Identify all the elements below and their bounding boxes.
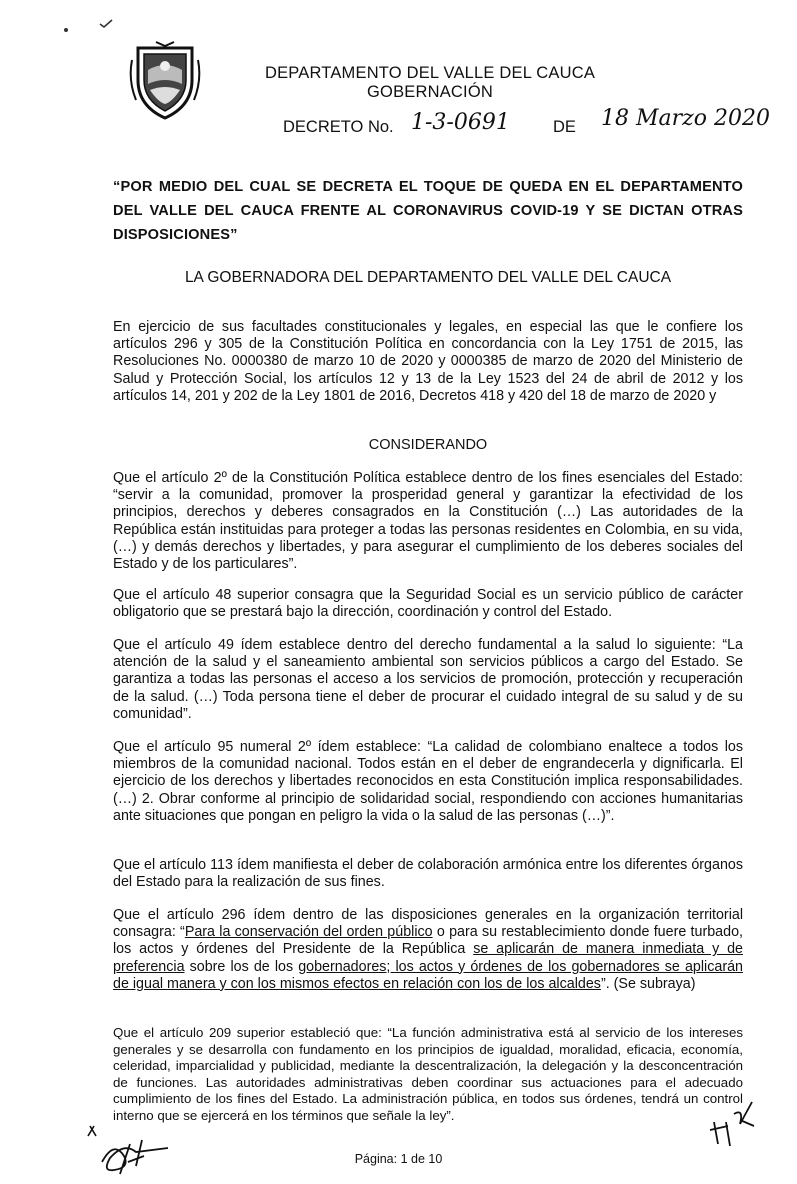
paragraph-article-49: Que el artículo 49 ídem establece dentro del derecho fundamental a la salud lo siguiente: “La atención de la salud y el saneamiento ambiental son servicios públicos a cargo del Estado. Se garantiza a todas las personas el acceso a los servicios de promoción, protección y recuperación de la salud. (…) Toda persona tiene el deber de procurar el cuidado integral de su salud y de su comunidad”. — [113, 637, 743, 722]
p6-underlined-2: se aplicarán de manera inmediata y de preferencia — [113, 941, 743, 975]
governor-heading: LA GOBERNADORA DEL DEPARTAMENTO DEL VALLE DEL CAUCA — [184, 269, 672, 286]
office-name: GOBERNACIÓN — [367, 83, 493, 101]
decree-label: DECRETO No. — [283, 118, 394, 136]
handwritten-initials-icon — [700, 1100, 760, 1150]
p6-text-d: ”. (Se subraya) — [600, 975, 696, 992]
department-name: DEPARTAMENTO DEL VALLE DEL CAUCA — [264, 64, 596, 82]
paragraph-article-2: Que el artículo 2º de la Constitución Política establece dentro de los fines esenciales del Estado: “servir a la comunidad, promover la prosperidad general y garantizar la efectividad de los principios, derechos y deberes consagrados en la Constitución (…) Las autoridades de la República están instituidas para proteger a todas las personas residentes en Colombia, en su vida, (…) y demás derechos y libertades, y para asegurar el cumplimiento de los deberes sociales del Estado y de los particulares”. — [113, 470, 743, 573]
paragraph-article-48: Que el artículo 48 superior consagra que la Seguridad Social es un servicio público de carácter obligatorio que se prestará bajo la dirección, coordinación y control del Estado. — [113, 587, 743, 621]
decree-de-label: DE — [553, 118, 576, 136]
preamble-paragraph: En ejercicio de sus facultades constitucionales y legales, en especial las que le confiere los artículos 296 y 305 de la Constitución Política en concordancia con la Ley 1751 de 2015, las Resoluciones No. 0000380 de marzo 10 de 2020 y 0000385 de marzo de 2020 del Ministerio de Salud y Protección Social, los artículos 12 y 13 de la Ley 1523 del 24 de abril de 2012 y los artículos 14, 201 y 202 de la Ley 1801 de 2016, Decretos 418 y 420 del 18 de marzo de 2020 y — [113, 319, 743, 404]
decree-number: 1-3-0691 — [411, 110, 510, 135]
page-number: Página: 1 de 10 — [354, 1152, 443, 1166]
paragraph-article-296 — [113, 907, 743, 993]
decree-date: 18 Marzo 2020 — [601, 106, 770, 131]
p6-text-b: o para su restablecimiento donde fuere turbado, los actos y órdenes del Presidente de la República — [113, 924, 743, 958]
decree-title: “POR MEDIO DEL CUAL SE DECRETA EL TOQUE DE QUEDA EN EL DEPARTAMENTO DEL VALLE DEL CAUCA FRENTE AL CORONAVIRUS COVID-19 Y SE DICTAN OTRAS DISPOSICIONES” — [113, 179, 743, 243]
scan-mark-icon — [98, 18, 114, 30]
p6-underlined-1: Para la conservación del orden público — [184, 924, 433, 941]
paragraph-article-113: Que el artículo 113 ídem manifiesta el deber de colaboración armónica entre los diferentes órganos del Estado para la realización de sus fines. — [113, 857, 743, 891]
p6-text-c: sobre los de los — [184, 958, 299, 975]
scan-speck — [64, 28, 68, 32]
p6-underlined-3: gobernadores; los actos y órdenes de los gobernadores se aplicarán de igual manera y con los mismos efectos en relación con los de los alcaldes — [113, 958, 743, 992]
considerando-heading: CONSIDERANDO — [368, 437, 488, 453]
paragraph-article-209: Que el artículo 209 superior estableció que: “La función administrativa está al servicio de los intereses generales y se desarrolla con fundamento en los principios de igualdad, moralidad, eficacia, economía, celeridad, imparcialidad y publicidad, mediante la descentralización, la delegación y la desconcentración de funciones. Las autoridades administrativas deben coordinar sus actuaciones para el adecuado cumplimiento de los fines del Estado. La administración pública, en todos sus órdenes, tendrá un control interno que se ejercerá en los términos que señale la ley”. — [113, 1025, 743, 1123]
p6-text-a: Que el artículo 296 ídem dentro de las disposiciones generales en la organización territorial consagra: “ — [113, 907, 743, 941]
paragraph-article-95: Que el artículo 95 numeral 2º ídem establece: “La calidad de colombiano enaltece a todos los miembros de la comunidad nacional. Todos están en el deber de engrandecerla y dignificarla. El ejercicio de los derechos y libertades reconocidos en esta Constitución implica responsabilidades. (…) 2. Obrar conforme al principio de solidaridad social, respondiendo con acciones humanitarias ante situaciones que pongan en peligro la vida o la salud de las personas (…)”. — [113, 739, 743, 824]
